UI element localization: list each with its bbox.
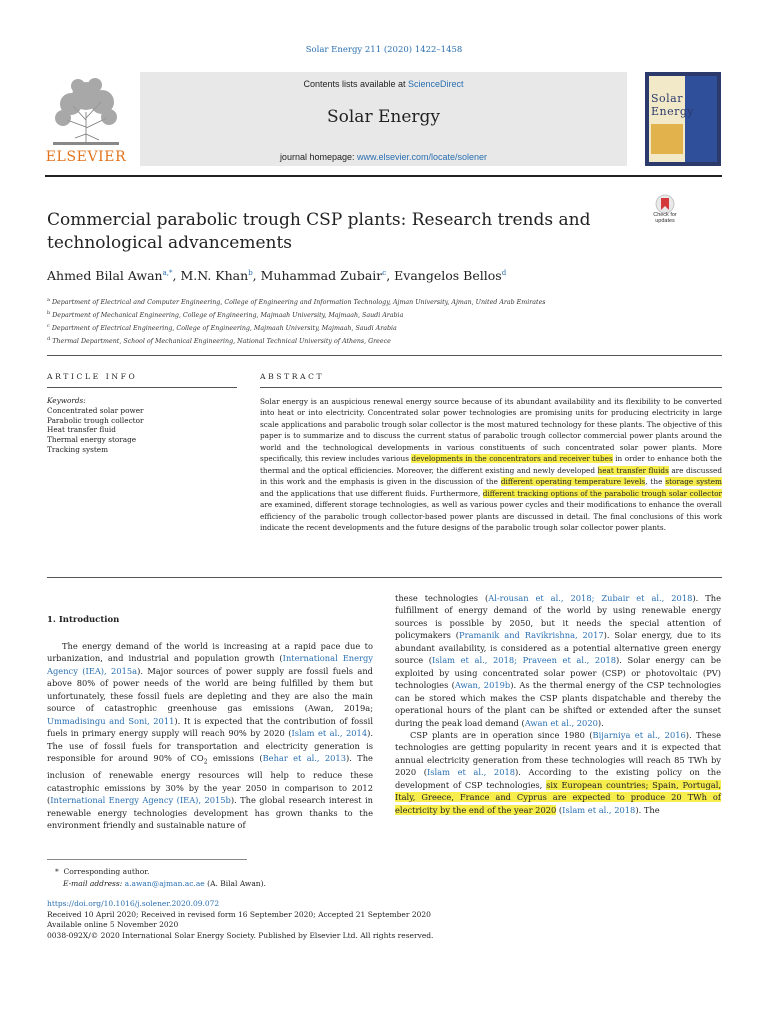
keyword: Tracking system xyxy=(47,444,109,454)
section-rule xyxy=(47,577,722,578)
body-text: emissions ( xyxy=(207,753,263,764)
online-date: Available online 5 November 2020 xyxy=(47,920,179,929)
contents-line xyxy=(140,79,627,89)
citation-link[interactable]: Pramanik and Ravikrishna, 2017 xyxy=(459,630,604,641)
footnote-rule xyxy=(47,859,247,860)
highlight: developments in the concentrators and receiver tubes xyxy=(411,454,613,464)
abstract-rule xyxy=(260,387,722,388)
affiliation xyxy=(47,334,717,347)
highlight: different tracking options of the parabolic trough solar collector xyxy=(482,488,723,498)
corresponding-author-note xyxy=(47,866,527,878)
article-info-rule xyxy=(47,387,237,388)
keywords-label: Keywords: xyxy=(47,396,86,405)
sciencedirect-link[interactable]: ScienceDirect xyxy=(408,79,464,89)
article-title: Commercial parabolic trough CSP plants: Research trends and technological advancements xyxy=(47,210,591,253)
citation-link[interactable]: Islam et al., 2018; Praveen et al., 2018 xyxy=(432,655,617,666)
body-text: ). Solar energy, due to its abundant availability, is considered as a potential alternative green energy source ( xyxy=(395,630,721,666)
body-text: The energy demand of the world is increasing at a rapid pace due to urbanization, and industrial and population growth ( xyxy=(47,641,373,664)
citation-link[interactable]: Bijarniya et al., 2016 xyxy=(592,729,686,740)
subscript: 2 xyxy=(203,758,208,766)
body-text: ). Solar energy can be exploited by using concentrated solar power (CSP) or photovoltaic (PV) technologies ( xyxy=(395,655,721,691)
body-text: ). The global research interest in renewable energy technologies development has grown thanks to the environment friendly and sustainable nature of xyxy=(47,795,373,830)
keyword: Thermal energy storage xyxy=(47,435,137,445)
cover-title-line2: Energy xyxy=(651,105,695,118)
body-text: ). It is expected that the contribution of fossil fuels in primary energy supply will reach 90% by 2020 ( xyxy=(47,715,373,739)
paragraph xyxy=(395,729,721,816)
affiliations xyxy=(47,295,717,347)
abstract-text: are discussed in this work and the emphasis is given in the discussion of the xyxy=(260,465,722,487)
affiliation-text: Thermal Department, School of Mechanical Engineering, National Technical University of Athens, Greece xyxy=(52,338,391,346)
body-text: ). xyxy=(597,717,604,728)
body-text: these technologies ( xyxy=(395,593,489,603)
abstract-text: , the xyxy=(645,477,666,487)
author-affil-mark[interactable]: d xyxy=(501,269,507,277)
email-link[interactable]: a.awan@ajman.ac.ae xyxy=(124,878,205,888)
received-dates: Received 10 April 2020; Received in revised form 16 September 2020; Accepted 21 September 2020 xyxy=(47,909,431,919)
doi-link[interactable]: https://doi.org/10.1016/j.solener.2020.09.072 xyxy=(47,899,220,908)
journal-name: Solar Energy xyxy=(326,107,440,127)
citation-link[interactable]: Awan et al., 2020 xyxy=(524,717,598,728)
email-label: E-mail address: xyxy=(63,878,123,888)
author-name[interactable]: Muhammad Zubair xyxy=(260,268,383,283)
body-text: ). The fulfillment of energy demand of the world by using renewable energy sources is possible by 2050, but it needs the special attention of policymakers ( xyxy=(395,593,721,641)
intro-left-column xyxy=(47,640,373,831)
affiliation-text: Department of Electrical Engineering, College of Engineering, Majmaah University, Majmaah, Saudi Arabia xyxy=(51,325,397,333)
citation-link[interactable]: Awan, 2019b xyxy=(454,680,511,691)
paragraph xyxy=(47,640,373,831)
citation-link[interactable]: Islam et al., 2014 xyxy=(291,728,368,739)
body-text: ). As the thermal energy of the CSP technologies can be stored which makes the CSP plants dispatchable and thereby the operational hours of the plant can be shifted or extended after the sunset during the peak load demand ( xyxy=(395,680,721,728)
highlight: six European countries; Spain, Portugal, Italy, Greece, France and Cyprus are expected to produce 20 TWh of electricity by the end of the year 2020 xyxy=(395,779,721,815)
body-text: ). The use of fossil fuels for transportation and electricity generation is responsible for around 90% of CO xyxy=(47,728,373,764)
body-text: ). According to the existing policy on the development of CSP technologies, xyxy=(395,767,721,790)
elsevier-wordmark: ELSEVIER xyxy=(45,149,127,165)
highlight: different operating temperature levels xyxy=(500,477,646,487)
introduction-heading: 1. Introduction xyxy=(47,615,120,625)
homepage-prefix: journal homepage: xyxy=(279,152,357,162)
author-name[interactable]: M.N. Khan xyxy=(180,268,249,283)
author-name[interactable]: Evangelos Bellos xyxy=(394,268,502,283)
citation-link[interactable]: International Energy Agency (IEA), 2015b xyxy=(50,795,231,806)
publication-info xyxy=(47,899,647,941)
abstract-text: Solar energy is an auspicious renewal energy source because of its abundant availability and its flexibility to be converted into heat or into electricity. Concentrated solar power technologies are promising units for producing electricity in large scale applications and parabolic trough solar collector is the most matured technology for these plants. The objective of this paper is to summarize and to discuss the current status of parabolic trough collector commercial power plants around the world and the technological developments in various constituents of such concentrated solar power plants. More specifically, this review includes various xyxy=(260,397,722,464)
author-separator: , xyxy=(172,268,181,283)
author-name[interactable]: Ahmed Bilal Awan xyxy=(47,268,163,283)
cover-title-line1: Solar xyxy=(651,92,683,105)
citation-link[interactable]: Al-rousan et al., 2018; Zubair et al., 2018 xyxy=(488,593,693,603)
body-text: ). The xyxy=(635,804,660,815)
affiliation-text: Department of Electrical and Computer Engineering, College of Engineering and Information Technology, Ajman University, Ajman, United Arab Emirates xyxy=(52,299,546,307)
body-text: ). These technologies are getting popularity in recent years and it is expected that annual electricity generation from these technologies will reach 85 TWh by 2020 ( xyxy=(395,729,721,778)
citation-link[interactable]: Behar et al., 2013 xyxy=(262,753,346,764)
citation-link[interactable]: Islam et al., 2018 xyxy=(426,767,516,778)
citation-link[interactable]: International Energy Agency (IEA), 2015a xyxy=(47,653,373,676)
abstract-text: in order to enhance both the thermal and the optical efficiencies. Moreover, the different existing and newly developed xyxy=(260,454,723,475)
intro-right-column xyxy=(395,592,721,816)
check-label-line2: updates xyxy=(655,218,675,224)
body-text: ). Major sources of power supply are fossil fuels and above 80% of power needs of the world are being fulfilled by them but unfortunately, these fossil fuels are depleting and they are also the main source of catastrophic greenhouse gas emissions (Awan, 2019a; xyxy=(47,665,373,714)
citation-link[interactable]: Ummadisingu and Soni, 2011 xyxy=(47,715,175,726)
footnote-text: Corresponding author. xyxy=(63,867,150,876)
journal-homepage xyxy=(140,152,627,162)
keywords-block xyxy=(47,396,232,455)
body-text: ). The inclusion of renewable energy resources will help to reduce these catastrophic emissions by 30% by the year 2050 in comparison to 2012 ( xyxy=(47,753,373,806)
citation-link[interactable]: Islam et al., 2018 xyxy=(562,804,636,815)
abstract-text: are examined, different storage technologies, as well as various power cycles and their modifications to enhance the overall efficiency of the parabolic trough collector-based power plants are discussed in detail. The final conclusions of this work indicate the recent developments and the future designs of the parabolic trough solar collector power plants. xyxy=(260,500,722,532)
abstract-body xyxy=(260,396,722,533)
author-affil-mark[interactable]: c xyxy=(382,269,387,277)
elsevier-logo xyxy=(45,72,127,164)
paragraph xyxy=(395,592,721,729)
affiliation-mark: d xyxy=(47,336,51,343)
abstract-text: and the applications that use different fluids. Furthermore, xyxy=(260,488,483,498)
footnote-mark: * xyxy=(55,867,59,876)
copyright: 0038-092X/© 2020 International Solar Energy Society. Published by Elsevier Ltd. All rights reserved. xyxy=(47,930,434,940)
keyword: Parabolic trough collector xyxy=(47,415,144,425)
section-rule xyxy=(47,355,722,356)
highlight: heat transfer fluids xyxy=(597,465,669,475)
footnotes xyxy=(47,866,527,889)
email-suffix: (A. Bilal Awan). xyxy=(207,878,266,888)
journal-cover xyxy=(645,72,721,166)
body-text: ( xyxy=(556,804,563,815)
highlight: storage system xyxy=(665,477,722,487)
article-info-heading: ARTICLE INFO xyxy=(47,372,138,381)
abstract-heading: ABSTRACT xyxy=(260,372,325,381)
affiliation-text: Department of Mechanical Engineering, College of Engineering, Majmaah University, Majmaah, Saudi Arabia xyxy=(52,312,404,320)
check-for-updates-label xyxy=(640,212,690,224)
header-rule xyxy=(45,175,722,177)
author-list xyxy=(47,268,506,283)
check-label-line1: Check for xyxy=(653,212,677,218)
affiliation xyxy=(47,295,717,308)
author-affil-mark[interactable]: b xyxy=(248,269,253,277)
email-note xyxy=(47,878,527,890)
author-affil-mark[interactable]: a,* xyxy=(162,269,173,277)
body-text: CSP plants are in operation since 1980 ( xyxy=(410,729,593,740)
affiliation-mark: b xyxy=(47,310,51,317)
affiliation-mark: a xyxy=(47,297,50,303)
keyword: Concentrated solar power xyxy=(47,405,144,415)
homepage-link[interactable]: www.elsevier.com/locate/solener xyxy=(357,152,488,162)
affiliation xyxy=(47,308,717,321)
affiliation xyxy=(47,321,717,334)
journal-citation-link[interactable]: Solar Energy 211 (2020) 1422–1458 xyxy=(305,45,463,55)
author-separator: , xyxy=(252,268,261,283)
author-separator: , xyxy=(386,268,395,283)
contents-prefix: Contents lists available at xyxy=(303,79,409,89)
keyword: Heat transfer fluid xyxy=(47,425,116,435)
affiliation-mark: c xyxy=(47,323,50,330)
